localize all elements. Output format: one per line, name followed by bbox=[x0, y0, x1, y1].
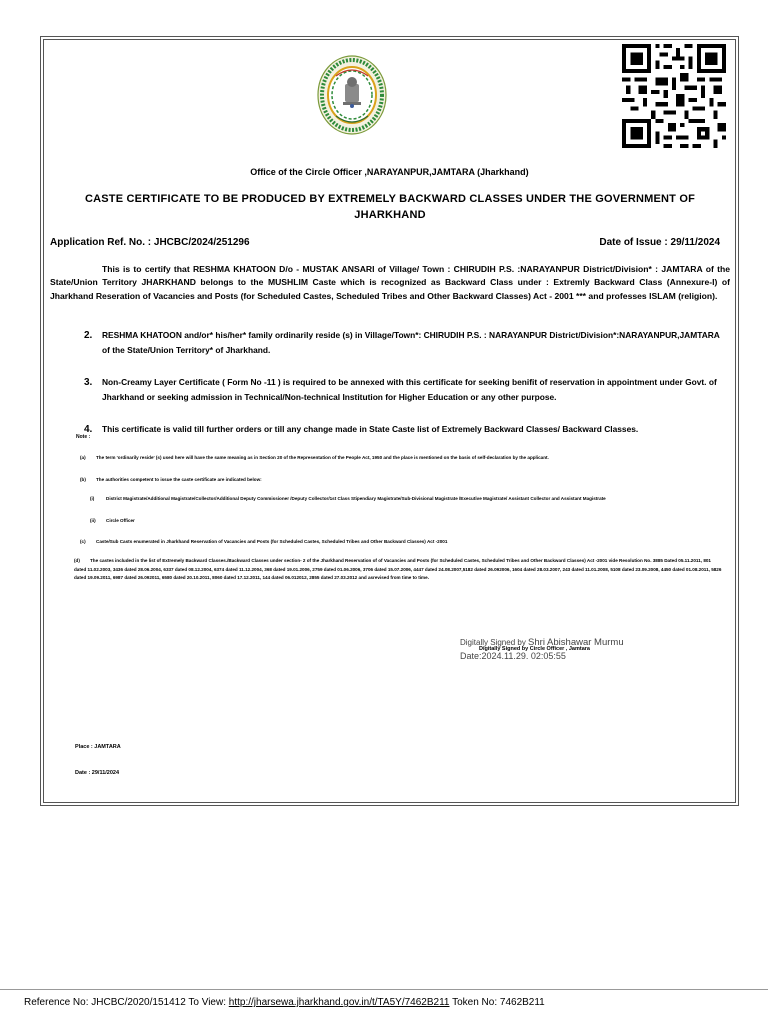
qr-code-icon bbox=[622, 43, 726, 149]
date-label: Date : 29/11/2024 bbox=[75, 770, 120, 776]
footer bbox=[24, 997, 545, 1008]
note-b-label: (b) bbox=[80, 477, 86, 482]
list-item-number: 2. bbox=[84, 330, 93, 341]
note-b-i-label: (i) bbox=[90, 496, 95, 501]
certificate-title: CASTE CERTIFICATE TO BE PRODUCED BY EXTREMELY BACKWARD CLASSES UNDER THE GOVERNMENT OF JHARKHAND bbox=[84, 193, 696, 221]
note-b-text: The authorities competent to issue the caste certificate are indicated below: bbox=[96, 477, 262, 482]
certification-paragraph: This is to certify that RESHMA KHATOON D/o - MUSTAK ANSARI of Village/ Town : CHIRUDIH P.S. :NARAYANPUR District/Division* : JAMTARA of the State/Union Territory JHARKHAND belongs to the MUSHLIM Caste which is recognized as Backward Class under : Extremly Backward Class (Annexure-I) of Jharkhand Reseration of Vacancies and Posts (for Scheduled Castes, Scheduled Tribes and Other Backward Classes) Act - 2001 *** and professes ISLAM (religion). bbox=[50, 264, 730, 301]
list-item-number: 4. bbox=[84, 424, 93, 435]
note-b-i bbox=[90, 494, 730, 503]
note-a-label: (a) bbox=[80, 455, 86, 460]
note-b-i-text: District Magistrate/Additional Magistrate/Collector/Additional Deputy Commissioner /Deputy Collector/1st Class Stipendiary Magistrate/Sub-Divisional Magistrate /Executive Magistrate/ Assistant Collector and Assistant Magistrate bbox=[106, 496, 606, 501]
list-item-number: 3. bbox=[84, 377, 93, 388]
note-d bbox=[74, 557, 724, 583]
note-b-ii-label: (ii) bbox=[90, 518, 96, 523]
list-item-text: Non-Creamy Layer Certificate ( Form No -11 ) is required to be annexed with this certificate for seeking benifit of reservation in appointment under Govt. of Jharkhand or seeking admission in Technical/Non-technical Institution for Higher Education or any other purpose. bbox=[102, 377, 717, 402]
signed-by-circle-officer: Digitally Signed by Circle Officer , Jamtara bbox=[479, 646, 590, 652]
place-label: Place : JAMTARA bbox=[75, 744, 121, 750]
note-b-ii-text: Circle Officer bbox=[106, 518, 135, 523]
signature-date: Date:2024.11.29. 02:05:55 bbox=[460, 651, 566, 661]
list-item-text: This certificate is valid till further orders or till any change made in State Caste list of Extremely Backward Classes/ Backward Classes. bbox=[102, 424, 639, 434]
note-b-ii bbox=[90, 516, 730, 525]
list-item-text: RESHMA KHATOON and/or* his/her* family ordinarily reside (s) in Village/Town*: CHIRUDIH P.S. : NARAYANPUR District/Division*:NARAYANPUR,JAMTARA of the State/Union Territory* of Jharkhand. bbox=[102, 330, 720, 355]
date-of-issue: Date of Issue : 29/11/2024 bbox=[599, 237, 720, 248]
list-item bbox=[84, 422, 724, 437]
note-d-label: (d) bbox=[74, 558, 80, 563]
verification-link[interactable]: http://jharsewa.jharkhand.gov.in/t/TA5Y/7462B211 bbox=[228, 997, 450, 1008]
footer-token: Token No: 7462B211 bbox=[452, 997, 545, 1008]
signer-name: Shri Abishawar Murmu bbox=[528, 637, 624, 648]
footer-divider bbox=[0, 989, 768, 990]
note-c-text: Caste/Sub Casts enumerated in Jharkhand Reservation of Vacancies and Posts (for Scheduled Castes, Scheduled Tribes and Other Backward Classes) Act -2001 bbox=[96, 539, 448, 544]
note-c bbox=[80, 537, 730, 546]
signed-by-prefix: Digitally Signed by bbox=[460, 638, 526, 647]
note-b bbox=[80, 475, 730, 484]
jharkhand-emblem-icon bbox=[316, 54, 388, 136]
certificate-inner-border bbox=[43, 39, 736, 803]
list-item bbox=[84, 328, 724, 358]
application-ref-number: Application Ref. No. : JHCBC/2024/251296 bbox=[50, 237, 250, 248]
note-a-text: The term 'ordinarily reside' (s) used here will have the same meaning as in Section 20 of the Representation of the People Act, 1950 and the place is mentioned on the basis of self-declaration by the applicant. bbox=[96, 455, 549, 460]
reference-row bbox=[50, 237, 720, 248]
note-c-label: (c) bbox=[80, 539, 86, 544]
note-label: Note : bbox=[76, 434, 91, 440]
note-d-text: The castes included in the list of Extremely Backward Classes./Backward Classes under section- 2 of the Jharkhand Reservation of of Vacancies and Posts (for Scheduled Castes, Scheduled Tribes and Other Backward Classes) Act -2001 vide Resolution No. 3885 Dated 05.11.2011, 801 dated 11.02.2003, 3436 dated 28.06.2004, 6337 dated 08.12.2004, 6374 dated 11.12.2004, 368 dated 19.01.2006, 2759 dated 01.06.2006, 3706 dated 15.07.2006, 4447 dated 24.08.2007,5182 dated 26.092006, 1604 dated 28.03.2007, 243 dated 11.01.2008, 5108 dated 23.09.2008, 4450 dated 01.08.2011, 5826 dated 19.09.2011, 6987 dated 26.092011, 6580 dated 20.10.2011, 8060 dated 17.12.2011, 144 dated 06.012012, 2855 dated 27.03.2012 and asrevised from time to time. bbox=[74, 558, 722, 581]
footer-reference: Reference No: JHCBC/2020/151412 To View: bbox=[24, 997, 226, 1008]
note-a bbox=[80, 453, 730, 462]
list-item bbox=[84, 375, 724, 405]
office-line: Office of the Circle Officer ,NARAYANPUR,JAMTARA (Jharkhand) bbox=[250, 167, 529, 177]
